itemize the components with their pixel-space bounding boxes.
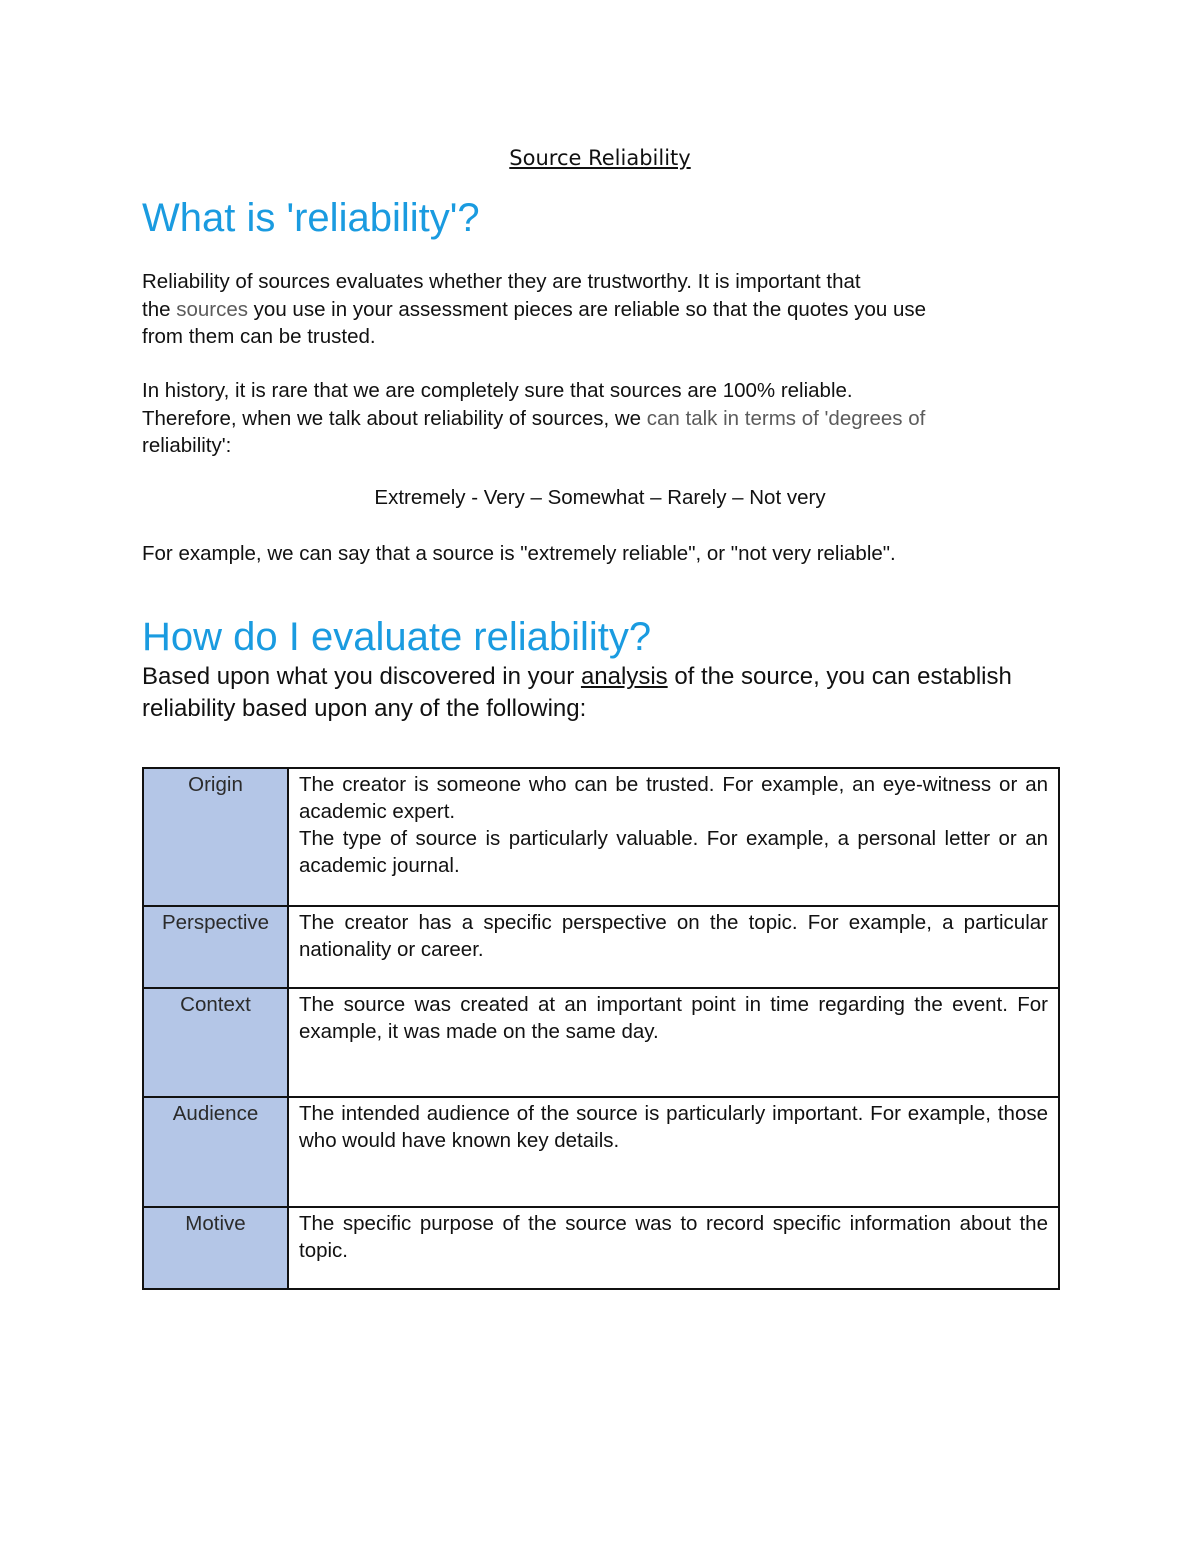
table-row bbox=[143, 906, 1059, 988]
paragraph-definition-line-1: Reliability of sources evaluates whether they are trustworthy. It is important that bbox=[142, 270, 861, 293]
text-fragment-grey: can talk in terms of 'degrees of bbox=[646, 406, 926, 430]
criterion-line: The specific purpose of the source was to record specific information about the topic. bbox=[299, 1212, 1048, 1262]
text-fragment: of the source, you can establish reliability based upon any of the following: bbox=[142, 663, 1012, 722]
sources-link[interactable]: sources bbox=[176, 297, 248, 321]
text-fragment: Therefore, when we talk about reliability of sources, we bbox=[142, 406, 647, 430]
criterion-line: The creator is someone who can be trusted. For example, an eye-witness or an academic expert. bbox=[299, 773, 1048, 823]
paragraph-example: For example, we can say that a source is "extremely reliable", or "not very reliable". bbox=[142, 542, 896, 565]
reliability-scale: Extremely - Very – Somewhat – Rarely – Not very bbox=[374, 486, 826, 509]
text-fragment: the bbox=[142, 297, 177, 321]
heading-how-evaluate: How do I evaluate reliability? bbox=[142, 615, 652, 659]
criterion-description bbox=[288, 988, 1059, 1097]
page-title: Source Reliability bbox=[509, 146, 691, 170]
criterion-description bbox=[288, 906, 1059, 988]
criterion-label: Origin bbox=[143, 768, 288, 906]
criterion-label: Context bbox=[143, 988, 288, 1097]
table-row bbox=[143, 768, 1059, 906]
criterion-description bbox=[288, 768, 1059, 906]
criterion-line: The type of source is particularly valuable. For example, a personal letter or an academic journal. bbox=[299, 827, 1048, 877]
paragraph-degrees-line-3: reliability': bbox=[142, 434, 232, 457]
text-fragment: Based upon what you discovered in your bbox=[142, 663, 581, 690]
paragraph-definition-line-3: from them can be trusted. bbox=[142, 325, 376, 348]
criterion-label: Perspective bbox=[143, 906, 288, 988]
intro-evaluate bbox=[142, 661, 1062, 725]
paragraph-degrees-line-2 bbox=[142, 405, 1062, 433]
criteria-table bbox=[142, 767, 1060, 1290]
criterion-line: The source was created at an important point in time regarding the event. For example, it was made on the same day. bbox=[299, 993, 1048, 1043]
criterion-description bbox=[288, 1097, 1059, 1207]
table-row bbox=[143, 1097, 1059, 1207]
analysis-link[interactable]: analysis bbox=[580, 663, 668, 690]
criterion-description bbox=[288, 1207, 1059, 1289]
criterion-label: Audience bbox=[143, 1097, 288, 1207]
table-row bbox=[143, 1207, 1059, 1289]
criterion-label: Motive bbox=[143, 1207, 288, 1289]
paragraph-definition-line-2 bbox=[142, 296, 1062, 324]
paragraph-degrees bbox=[142, 377, 1062, 460]
text-fragment: you use in your assessment pieces are reliable so that the quotes you use bbox=[247, 297, 927, 321]
criterion-line: The creator has a specific perspective on the topic. For example, a particular nationality or career. bbox=[299, 911, 1048, 961]
paragraph-definition bbox=[142, 268, 1062, 351]
criterion-line: The intended audience of the source is particularly important. For example, those who would have known key details. bbox=[299, 1102, 1048, 1152]
table-row bbox=[143, 988, 1059, 1097]
paragraph-degrees-line-1: In history, it is rare that we are completely sure that sources are 100% reliable. bbox=[142, 379, 853, 402]
heading-what-is-reliability: What is 'reliability'? bbox=[142, 196, 480, 240]
